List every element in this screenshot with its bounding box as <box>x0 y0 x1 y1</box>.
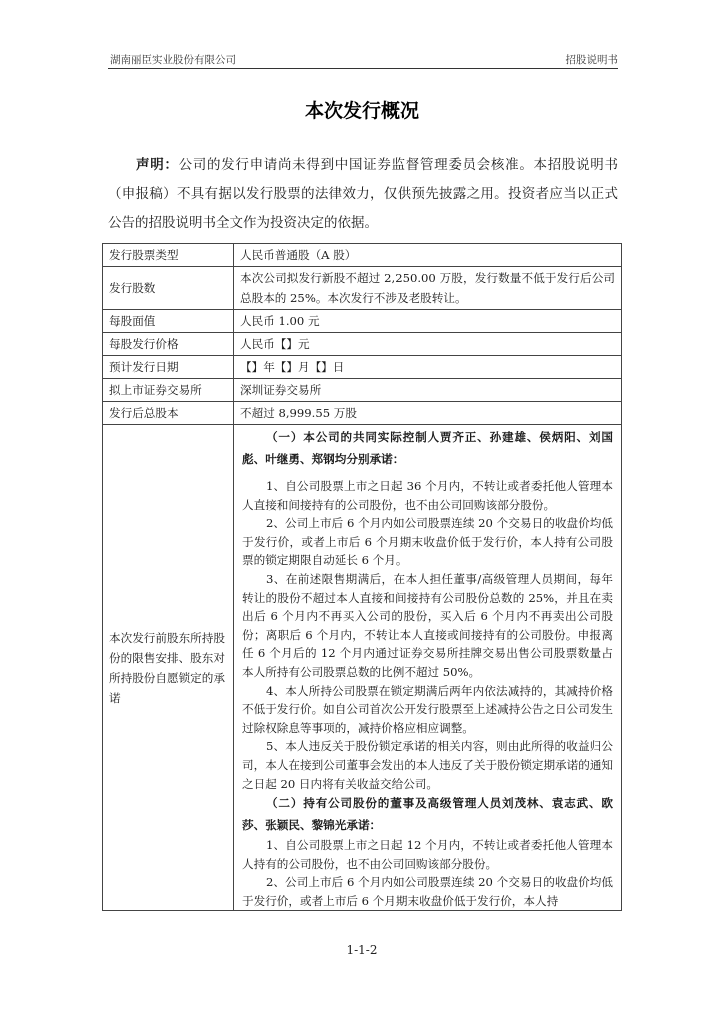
header-doc-type: 招股说明书 <box>565 54 618 66</box>
table-row <box>103 333 622 356</box>
commitment-label: 本次发行前股东所持股份的限售安排、股东对所持股份自愿锁定的承诺 <box>103 425 234 911</box>
table-row <box>103 402 622 425</box>
row-label: 拟上市证券交易所 <box>103 379 234 402</box>
table-row <box>103 356 622 379</box>
row-value: 人民币【】元 <box>234 333 622 356</box>
table-row <box>103 379 622 402</box>
row-label: 预计发行日期 <box>103 356 234 379</box>
declaration-label: 声明： <box>136 157 179 173</box>
commitment-item: 1、自公司股票上市之日起 12 个月内，不转让或者委托他人管理本人持有的公司股份，也不由公司回购该部分股份。 <box>242 838 613 871</box>
commitment-item: 2、公司上市后 6 个月内如公司股票连续 20 个交易日的收盘价均低于发行价，或者上市后 6 个月期末收盘价低于发行价，本人持 <box>242 875 613 908</box>
row-label: 发行股数 <box>103 267 234 310</box>
row-value: 人民币 1.00 元 <box>234 310 622 333</box>
row-label: 每股发行价格 <box>103 333 234 356</box>
table-row <box>103 244 622 267</box>
table-row <box>103 425 622 911</box>
header-company-name: 湖南丽臣实业股份有限公司 <box>110 54 236 66</box>
row-value: 本次公司拟发行新股不超过 2,250.00 万股，发行数量不低于发行后公司总股本的 25%。本次发行不涉及老股转让。 <box>234 267 622 310</box>
row-label: 每股面值 <box>103 310 234 333</box>
declaration-text: 公司的发行申请尚未得到中国证券监督管理委员会核准。本招股说明书（申报稿）不具有据以发行股票的法律效力，仅供预先披露之用。投资者应当以正式公告的招股说明书全文作为投资决定的依据。 <box>108 157 619 231</box>
row-label: 发行股票类型 <box>103 244 234 267</box>
commitment-item: 1、自公司股票上市之日起 36 个月内，不转让或者委托他人管理本人直接和间接持有的公司股份，也不由公司回购该部分股份。 <box>242 479 613 512</box>
table-row <box>103 267 622 310</box>
page-header <box>110 49 618 67</box>
row-value: 人民币普通股（A 股） <box>234 244 622 267</box>
commitment-content <box>234 425 622 911</box>
offering-overview-table <box>102 243 622 911</box>
page-number: 1-1-2 <box>346 943 378 957</box>
table-row <box>103 310 622 333</box>
row-value: 不超过 8,999.55 万股 <box>234 402 622 425</box>
commitment-item: 4、本人所持公司股票在锁定期满后两年内依法减持的，其减持价格不低于发行价。如自公司首次公开发行股票至上述减持公告之日公司发生过除权除息等事项的，减持价格应相应调整。 <box>242 683 614 735</box>
commitment-section-heading: （二）持有公司股份的董事及高级管理人员刘茂林、袁志武、欧莎、张颖民、黎锦光承诺： <box>242 796 613 832</box>
commitment-item: 3、在前述限售期满后，在本人担任董事/高级管理人员期间，每年转让的股份不超过本人直接和间接持有公司股份总数的 25%，并且在卖出后 6 个月内不再买入公司的股份，买入后 6 个月内不再卖出公司股份；离职后 6 个月内，不转让本人直接或间接持有的公司股份。申报离任 6 个月后的 12 个月内通过证券交易所挂牌交易出售公司股票数量占本人所持有公司股票总数的比例不超过 50%。 <box>242 571 613 679</box>
row-value: 【】年【】月【】日 <box>234 356 622 379</box>
commitment-section-heading: （一）本公司的共同实际控制人贾齐正、孙建雄、侯炳阳、刘国彪、叶继勇、郑钢均分别承诺： <box>242 430 613 466</box>
commitment-item: 5、本人违反关于股份锁定承诺的相关内容，则由此所得的收益归公司，本人在接到公司董事会发出的本人违反了关于股份锁定期承诺的通知之日起 20 日内将有关收益交给公司。 <box>242 739 614 791</box>
page-title: 本次发行概况 <box>304 100 419 122</box>
header-divider <box>108 68 618 69</box>
commitment-item: 2、公司上市后 6 个月内如公司股票连续 20 个交易日的收盘价均低于发行价，或者上市后 6 个月期末收盘价低于发行价，本人持有公司股票的锁定期限自动延长 6 个月。 <box>242 516 613 568</box>
declaration-paragraph <box>108 151 618 238</box>
row-value: 深圳证券交易所 <box>234 379 622 402</box>
row-label: 发行后总股本 <box>103 402 234 425</box>
